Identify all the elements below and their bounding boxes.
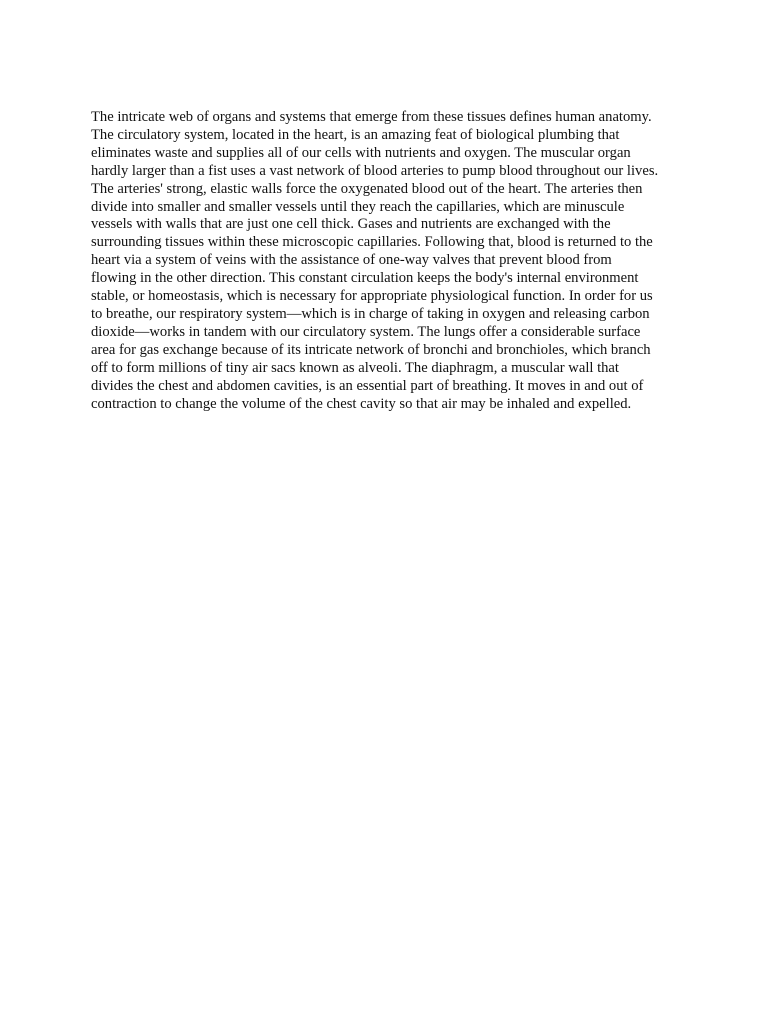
- paragraph-line: to breathe, our respiratory system—which is in charge of taking in oxygen and releasing carbon: [91, 305, 650, 322]
- paragraph-line: contraction to change the volume of the chest cavity so that air may be inhaled and expelled.: [91, 395, 632, 412]
- paragraph-line: stable, or homeostasis, which is necessary for appropriate physiological function. In order for us: [91, 288, 653, 305]
- paragraph-line: divides the chest and abdomen cavities, is an essential part of breathing. It moves in and out of: [91, 377, 644, 394]
- paragraph-line: vessels with walls that are just one cell thick. Gases and nutrients are exchanged with the: [91, 216, 611, 233]
- paragraph-line: The circulatory system, located in the heart, is an amazing feat of biological plumbing that: [91, 126, 620, 143]
- paragraph-line: flowing in the other direction. This constant circulation keeps the body's internal environment: [91, 270, 639, 287]
- paragraph-line: area for gas exchange because of its intricate network of bronchi and bronchioles, which branch: [91, 341, 651, 358]
- paragraph-line: divide into smaller and smaller vessels until they reach the capillaries, which are minuscule: [91, 198, 625, 215]
- paragraph-line: off to form millions of tiny air sacs known as alveoli. The diaphragm, a muscular wall that: [91, 359, 619, 376]
- paragraph-line: hardly larger than a fist uses a vast network of blood arteries to pump blood throughout our lives.: [91, 162, 659, 179]
- paragraph-line: The arteries' strong, elastic walls force the oxygenated blood out of the heart. The arteries then: [91, 180, 643, 197]
- paragraph-line: surrounding tissues within these microscopic capillaries. Following that, blood is returned to the: [91, 234, 653, 251]
- paragraph-line: heart via a system of veins with the assistance of one-way valves that prevent blood from: [91, 252, 612, 269]
- body-paragraph: [91, 109, 691, 413]
- paragraph-line: The intricate web of organs and systems that emerge from these tissues defines human anatomy.: [91, 109, 652, 125]
- paragraph-line: dioxide—works in tandem with our circulatory system. The lungs offer a considerable surface: [91, 323, 641, 340]
- paragraph-line: eliminates waste and supplies all of our cells with nutrients and oxygen. The muscular organ: [91, 144, 631, 161]
